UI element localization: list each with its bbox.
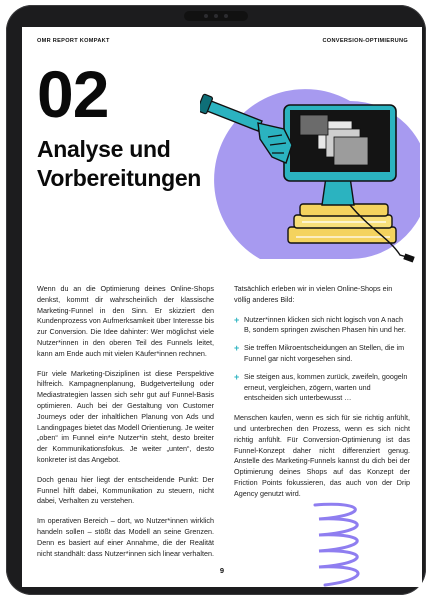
body-paragraph: Doch genau hier liegt der entscheidende Punkt: Der Funnel hilft dabei, Kommunikation zu steuern, nicht dabei, Verhalten zu verstehen.: [37, 474, 214, 506]
body-paragraph: Für viele Marketing-Disziplinen ist diese Perspektive hilfreich. Kampagnenplanung, Budgetverteilung oder Mediastrategien lassen sich sehr gut auf Funnel-Basis optimieren. Auch bei der Gestaltung von Customer Journeys oder der inhaltlichen Planung von Ads und Landingpages bietet das Modell Orientierung. Je weiter „oben“ im Funnel ein*e Nutzer*in steht, desto breiter der Kommunikationsfokus. Je weiter „unten“, desto konkreter ist das Angebot.: [37, 368, 214, 464]
chapter-number: 02: [37, 57, 109, 131]
camera-dot: [204, 14, 208, 18]
camera-dot: [214, 14, 218, 18]
bullet-item: + Nutzer*innen klicken sich nicht logisch von A nach B, sondern springen zwischen Phasen hin und her.: [234, 314, 406, 335]
running-header-right: CONVERSION-OPTIMIERUNG: [322, 38, 408, 44]
body-paragraph: Im operativen Bereich – dort, wo Nutzer*innen wirklich handeln sollen – stößt das Modell an seine Grenzen. Denn es basiert auf einer Annahme, die der Realität nicht standhält: dass Nutzer*innen sich linear verhalten.: [37, 516, 214, 558]
bullet-item: + Sie treffen Mikroentscheidungen an Stellen, die im Funnel gar nicht vorgesehen sind.: [234, 343, 405, 363]
bullet-list: [234, 315, 410, 405]
camera-bar: [184, 11, 248, 21]
running-header-left: OMR REPORT KOMPAKT: [37, 38, 110, 44]
plus-icon: +: [234, 343, 240, 354]
document-page: [22, 27, 422, 587]
body-paragraph: Menschen kaufen, wenn es sich für sie richtig anfühlt, und unterbrechen den Prozess, wenn es sich nicht richtig anfühlt. Für Conversion-Optimierung ist das Funnel-Konzept daher nicht differenziert genug. Anstelle des Marketing-Funnels kannst du dich bei der Optimierung deines Shops auf das Konzept der Friction Points fokussieren, das auch von der Drip Agency genutzt wird.: [234, 413, 410, 498]
page-number: 9: [219, 566, 225, 575]
right-text-column: [234, 284, 410, 509]
plus-icon: +: [234, 371, 240, 382]
bullet-item: + Sie steigen aus, kommen zurück, zweifeln, googeln erneut, vergleichen, zögern, warten und entscheiden sich unterbewusst …: [234, 371, 408, 403]
chapter-title-line-1: Analyse und: [37, 136, 171, 162]
chapter-title-line-2: Vorbereitungen: [37, 164, 202, 191]
body-paragraph: Wenn du an die Optimierung deines Online-Shops denkst, kommt dir wahrscheinlich der klassische Marketing-Funnel in den Sinn. Er skizziert den Kundenprozess von Aufmerksamkeit über Interesse bis zur Conversion. Die Idee dahinter: Wer möglichst viele Nutzer*innen in den oberen Teil des Funnels leitet, kann am Ende auch mit vielen Käufer*innen rechnen.: [37, 284, 214, 358]
camera-dot: [224, 14, 228, 18]
bullet-intro: Tatsächlich erleben wir in vielen Online-Shops ein völlig anderes Bild:: [234, 284, 393, 304]
tablet-frame: [6, 5, 426, 595]
left-text-column: [37, 284, 214, 568]
plus-icon: +: [234, 314, 240, 325]
book-bottom: [288, 227, 396, 243]
monitor-telescope-illustration: [200, 79, 420, 279]
book-top: [300, 204, 388, 216]
